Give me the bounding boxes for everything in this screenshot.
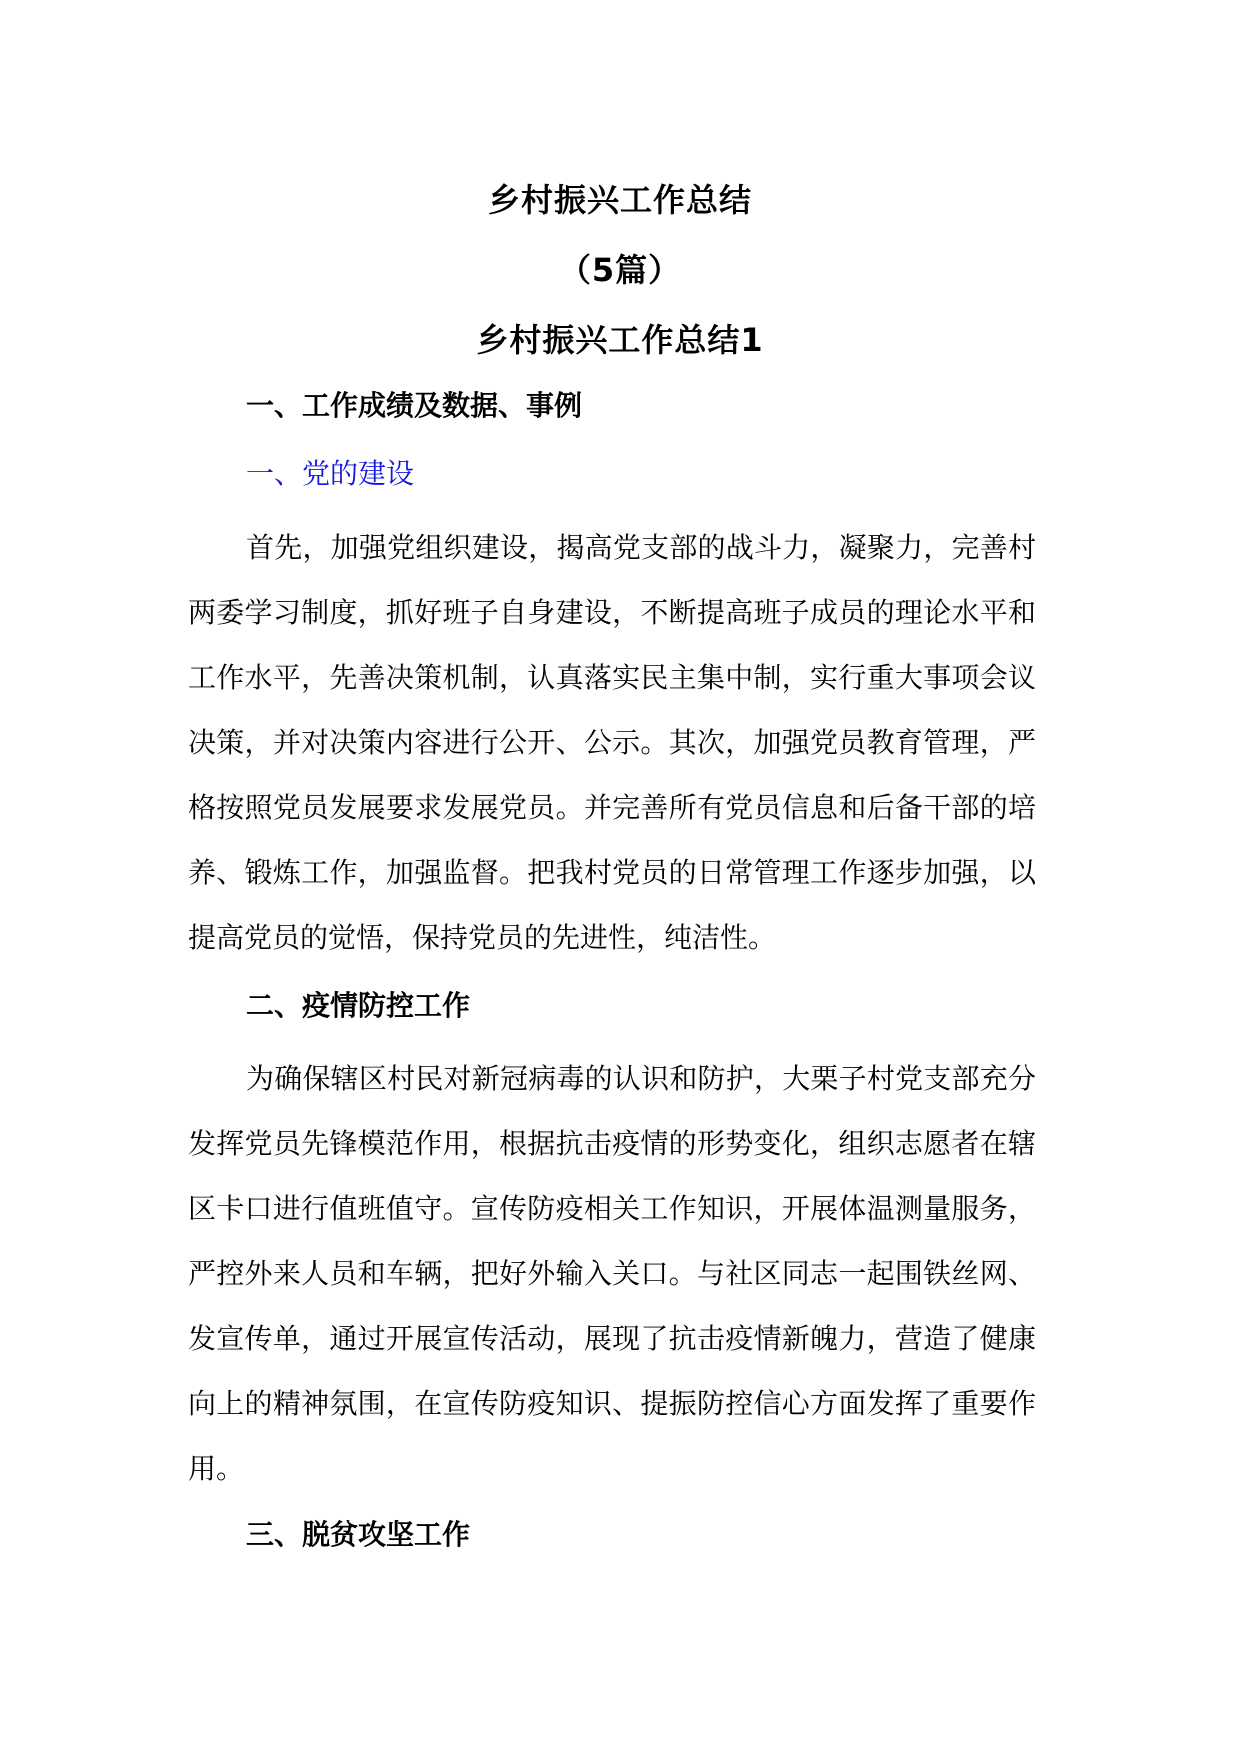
subsection-heading-party-building: 一、党的建设 [246, 457, 415, 490]
paragraph-party-building: 首先，加强党组织建设，揭高党支部的战斗力，凝聚力，完善村两委学习制度，抓好班子自身建设，不断提高班子成员的理论水平和工作水平，先善决策机制，认真落实民主集中制，实行重大事项会议决策，并对决策内容进行公开、公示。其次，加强党员教育管理，严格按照党员发展要求发展党员。并完善所有党员信息和后备干部的培养、锻炼工作，加强监督。把我村党员的日常管理工作逐步加强，以提高党员的觉悟，保持党员的先进性，纯洁性。 [188, 531, 1036, 954]
section-heading-epidemic-control: 二、疫情防控工作 [246, 989, 471, 1022]
paragraph-epidemic-control: 为确保辖区村民对新冠病毒的认识和防护，大栗子村党支部充分发挥党员先锋模范作用，根据抗击疫情的形势变化，组织志愿者在辖区卡口进行值班值守。宣传防疫相关工作知识，开展体温测量服务，严控外来人员和车辆，把好外输入关口。与社区同志一起围铁丝网、发宣传单，通过开展宣传活动，展现了抗击疫情新魄力，营造了健康向上的精神氛围，在宣传防疫知识、提振防控信心方面发挥了重要作用。 [188, 1062, 1036, 1485]
document-title: 乡村振兴工作总结 [487, 181, 752, 219]
section-heading-poverty-alleviation: 三、脱贫攻坚工作 [246, 1518, 471, 1551]
document-subtitle: （5篇） [558, 251, 682, 289]
section-heading-achievements: 一、工作成绩及数据、事例 [246, 389, 583, 422]
article-title: 乡村振兴工作总结1 [476, 321, 764, 359]
